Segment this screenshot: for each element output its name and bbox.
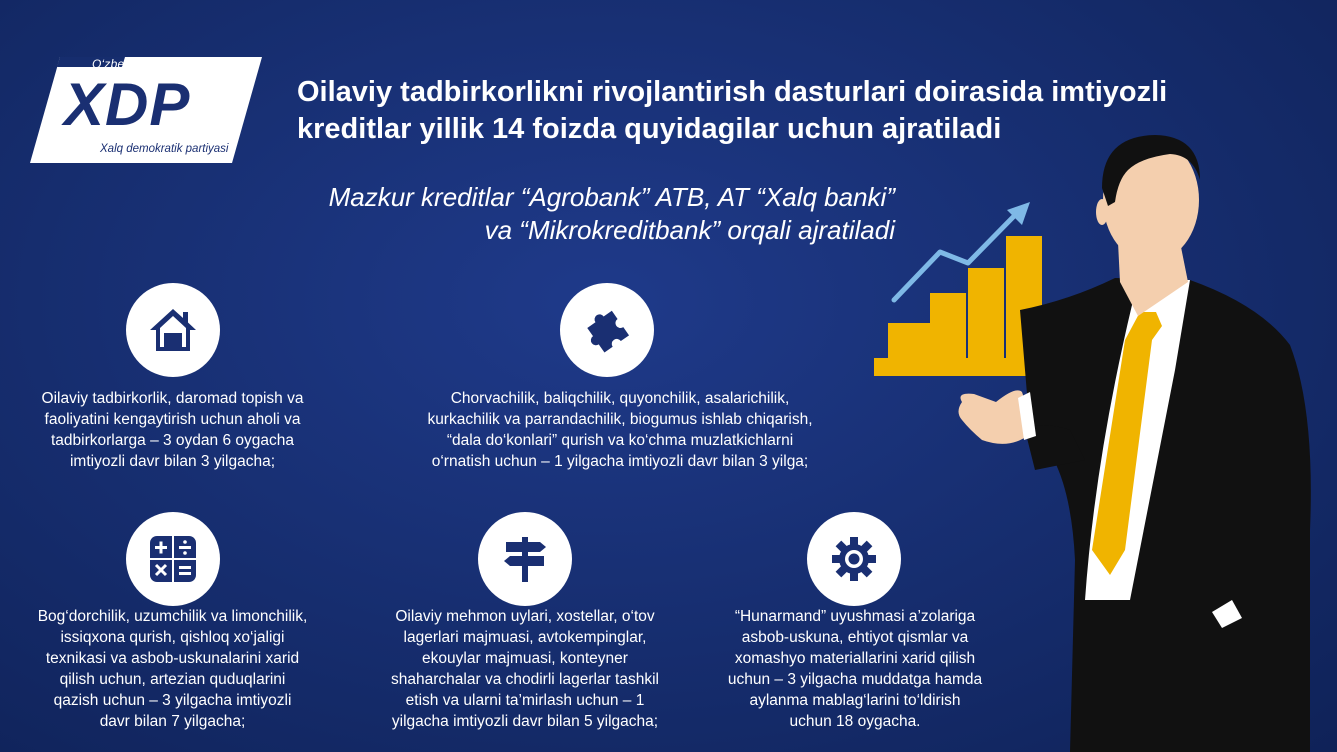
- description-line: “dala do‘konlari” qurish va ko‘chma muzlatkichlarni: [446, 432, 794, 449]
- description-line: texnikasi va asbob-uskunalarini xarid: [45, 650, 300, 667]
- description-line: uchun – 3 yilgacha muddatga hamda: [727, 671, 983, 688]
- item-description-horticulture: [20, 606, 325, 732]
- house-icon: [146, 303, 200, 357]
- description-line: Bog‘dorchilik, uzumchilik va limonchilik,: [37, 608, 308, 625]
- party-logo: [30, 57, 262, 163]
- signpost-icon: [498, 532, 552, 586]
- description-line: yilgacha imtiyozli davr bilan 5 yilgacha;: [391, 713, 659, 730]
- description-line: shaharchalar va chodirli lagerlar tashkil: [391, 671, 659, 688]
- description-line: lagerlari majmuasi, avtokempinglar,: [403, 629, 647, 646]
- house-icon-badge: [126, 283, 220, 377]
- calculator-icon: [146, 532, 200, 586]
- description-line: imtiyozli davr bilan 3 yilgacha;: [69, 453, 276, 470]
- description-line: faoliyatini kengaytirish uchun aholi va: [44, 411, 301, 428]
- description-line: tadbirkorlarga – 3 oydan 6 oygacha: [51, 432, 294, 449]
- description-line: aylanma mablag‘larini to‘ldirish: [749, 692, 961, 709]
- description-line: uchun 18 oygacha.: [789, 713, 921, 730]
- puzzle-icon: [580, 303, 634, 357]
- description-line: etish va ularni ta’mirlash uchun – 1: [405, 692, 645, 709]
- puzzle-icon-badge: [560, 283, 654, 377]
- description-line: qilish uchun, artezian quduqlarini: [59, 671, 286, 688]
- item-description-livestock: [380, 388, 860, 472]
- description-line: qazish uchun – 3 yilgacha imtiyozli: [53, 692, 292, 709]
- description-line: Oilaviy tadbirkorlik, daromad topish va: [41, 390, 304, 407]
- signpost-icon-badge: [478, 512, 572, 606]
- description-line: asbob-uskuna, ehtiyot qismlar va: [741, 629, 969, 646]
- logo-abbreviation: XDP: [64, 71, 191, 138]
- description-line: Chorvachilik, baliqchilik, quyonchilik, asalarichilik,: [450, 390, 790, 407]
- description-line: kurkachilik va parrandachilik, biogumus ishlab chiqarish,: [427, 411, 813, 428]
- description-line: issiqxona qurish, qishloq xo‘jaligi: [60, 629, 285, 646]
- logo-party-name: Xalq demokratik partiyasi: [100, 143, 229, 155]
- title-line: kreditlar yillik 14 foizda quyidagilar uchun ajratiladi: [297, 113, 1002, 145]
- description-line: xomashyo materiallarini xarid qilish: [734, 650, 976, 667]
- description-line: ekouylar majmuasi, konteyner: [422, 650, 628, 667]
- description-line: Oilaviy mehmon uylari, xostellar, o‘tov: [395, 608, 655, 625]
- item-description-guest-houses: [370, 606, 680, 732]
- description-line: “Hunarmand” uyushmasi a’zolariga: [734, 608, 976, 625]
- description-line: o‘rnatish uchun – 1 yilgacha imtiyozli davr bilan 3 yilga;: [431, 453, 809, 470]
- logo-country: O‘zbekiston: [92, 57, 157, 71]
- calculator-icon-badge: [126, 512, 220, 606]
- page-subtitle: [270, 181, 895, 247]
- title-line: Oilaviy tadbirkorlikni rivojlantirish dasturlari doirasida imtiyozli: [297, 76, 1168, 108]
- subtitle-line: va “Mikrokreditbank” orqali ajratiladi: [484, 215, 895, 245]
- businessman-growth-chart-icon: [870, 130, 1337, 752]
- description-line: davr bilan 7 yilgacha;: [99, 713, 246, 730]
- item-description-family-business: [20, 388, 325, 472]
- businessman-figure: [959, 135, 1311, 752]
- subtitle-line: Mazkur kreditlar “Agrobank” ATB, AT “Xalq banki”: [328, 182, 895, 212]
